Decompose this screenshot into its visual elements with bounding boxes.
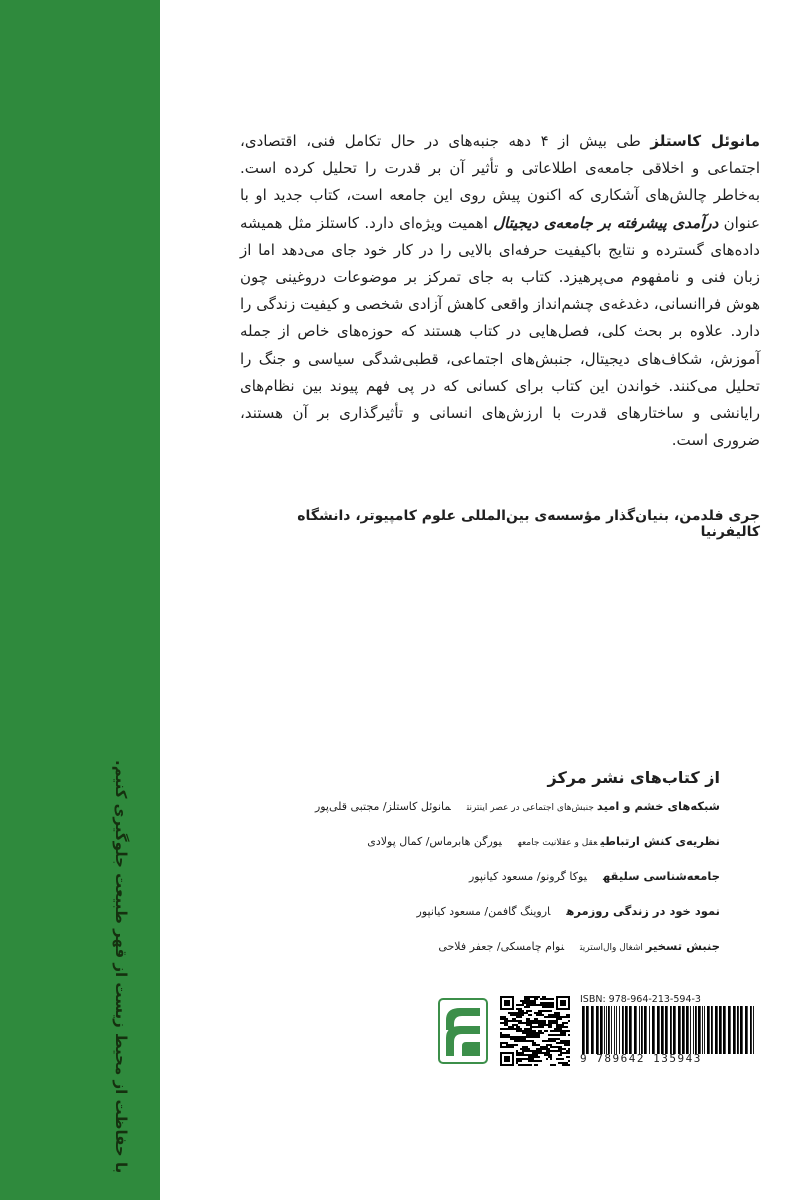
- book-item: [300, 834, 720, 869]
- book-authors: مانوئل کاستلز/ مجتبی قلی‌پور: [314, 800, 451, 813]
- book-authors: یورگن هابرماس/ کمال پولادی: [367, 835, 502, 848]
- back-cover-blurb: [240, 128, 760, 454]
- book-subtitle: جنبش‌های اجتماعی در عصر اینترنت: [466, 803, 594, 813]
- book-title: جامعه‌شناسی سلیقه: [602, 869, 720, 883]
- book-authors: اروینگ گافمن/ مسعود کیانپور: [416, 905, 551, 918]
- book-subtitle: اشغال وال‌استریت: [580, 943, 643, 953]
- blurb-author: مانوئل کاستلز: [650, 132, 760, 150]
- isbn-label: ISBN: 978-964-213-594-3: [580, 994, 701, 1005]
- blurb-book-title: درآمدی پیشرفته بر جامعه‌ی دیجیتال: [493, 213, 719, 232]
- blurb-text-1: طی بیش از ۴ دهه جنبه‌های در حال تکامل فنی، اقتصادی، اجتماعی و اخلاقی جامعه‌ی اطلاعاتی و تأثیر آن بر قدرت را تحلیل کرده است. به‌خاطر چالش‌های آشکاری که اکنون پیش روی این جامعه است، کتاب جدید او با عنوان: [240, 132, 760, 232]
- book-item: [300, 904, 720, 939]
- book-authors: یوکا گرونو/ مسعود کیانپور: [468, 870, 587, 883]
- isbn-digits: 9 789642 135943: [580, 1052, 702, 1065]
- book-title: شبکه‌های خشم و امید: [596, 799, 720, 813]
- book-item: [300, 939, 720, 974]
- book-item: [300, 799, 720, 834]
- publisher-books-heading: از کتاب‌های نشر مرکز: [547, 768, 720, 787]
- endorsement: جری فلدمن، بنیان‌گذار مؤسسه‌ی بین‌المللی علوم کامپیوتر، دانشگاه کالیفرنیا: [297, 508, 760, 540]
- spine-slogan-text: با حفاظت از محیط زیست از قهر طبیعت جلوگیری کنیم.: [112, 760, 130, 1174]
- book-title: جنبش تسخیر: [645, 939, 720, 953]
- book-subtitle: عقل و عقلانیت جامعه: [517, 838, 598, 848]
- book-item: [300, 869, 720, 904]
- book-title: نمود خود در زندگی روزمره: [566, 904, 720, 918]
- blurb-text-2: اهمیت ویژه‌ای دارد. کاستلز مثل همیشه داده‌های گسترده و نتایج باکیفیت حرفه‌ای بالایی را در کار خود جای می‌دهد اما از زبان فنی و نامفهوم می‌پرهیزد. کتاب به جای تمرکز بر موضوعات دروغینی چون هوش فراانسانی، دغدغه‌ی چشم‌انداز واقعی کاهش آزادی شخصی و کیفیت زندگی را دارد. علاوه بر بحث کلی، فصل‌هایی در کتاب هستند که حوزه‌های خاص از جمله آموزش، شکاف‌های دیجیتال، جنبش‌های اجتماعی، قطبی‌شدگی سیاسی و جنگ را تحلیل می‌کنند. خواندن این کتاب برای کسانی که در پی فهم پیوند بین نظام‌های رایانشی و ساختارهای قدرت با ارزش‌های انسانی و تأثیرگذاری بر آن هستند، ضروری است.: [240, 213, 760, 450]
- publisher-books-list: [300, 768, 720, 974]
- green-spine-band: [0, 0, 160, 1200]
- book-title: نظریه‌ی کنش ارتباطی: [600, 834, 720, 848]
- publisher-logo-icon: [438, 998, 488, 1064]
- book-authors: نوام چامسکی/ جعفر فلاحی: [438, 940, 565, 953]
- isbn-block: [580, 994, 760, 1070]
- qr-code-icon: [500, 996, 570, 1066]
- barcode-icon: [580, 1006, 760, 1054]
